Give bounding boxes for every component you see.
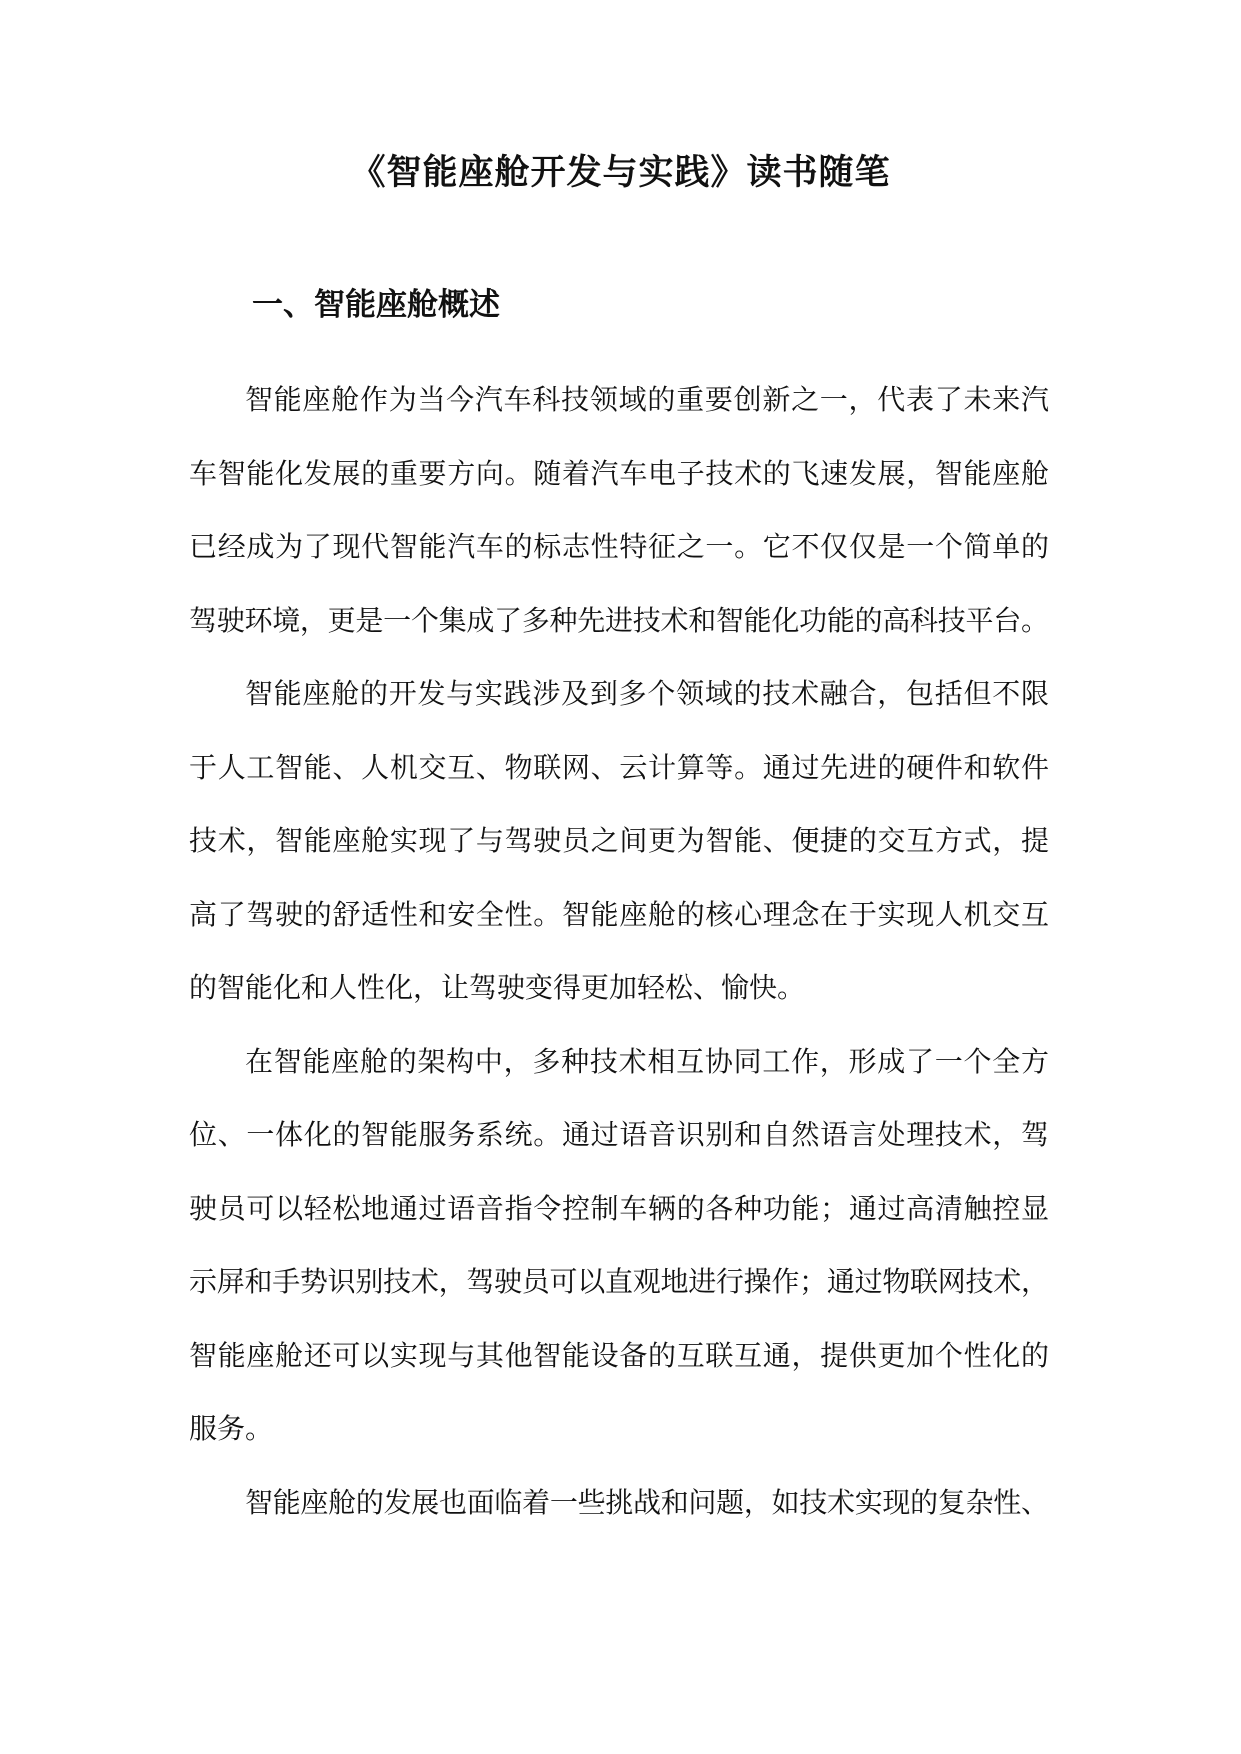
paragraph-line: 技术，智能座舱实现了与驾驶员之间更为智能、便捷的交互方式，提 xyxy=(189,824,1050,857)
paragraph-line: 的智能化和人性化，让驾驶变得更加轻松、愉快。 xyxy=(189,971,806,1004)
paragraph-line: 于人工智能、人机交互、物联网、云计算等。通过先进的硬件和软件 xyxy=(189,750,1050,784)
paragraph xyxy=(189,363,1049,657)
paragraph-line: 示屏和手势识别技术，驾驶员可以直观地进行操作；通过物联网技术， xyxy=(189,1265,1049,1298)
paragraph-line: 高了驾驶的舒适性和安全性。智能座舱的核心理念在于实现人机交互 xyxy=(189,897,1050,931)
paragraph-line: 已经成为了现代智能汽车的标志性特征之一。它不仅仅是一个简单的 xyxy=(189,530,1050,563)
paragraph-line: 驶员可以轻松地通过语音指令控制车辆的各种功能；通过高清触控显 xyxy=(189,1191,1050,1225)
document-title: 《智能座舱开发与实践》读书随笔 xyxy=(350,153,891,193)
section-heading: 一、智能座舱概述 xyxy=(252,287,500,323)
paragraph-line: 在智能座舱的架构中，多种技术相互协同工作，形成了一个全方 xyxy=(245,1044,1050,1078)
paragraph-line: 车智能化发展的重要方向。随着汽车电子技术的飞速发展，智能座舱 xyxy=(189,456,1050,490)
paragraph-line: 驾驶环境，更是一个集成了多种先进技术和智能化功能的高科技平台。 xyxy=(189,603,1049,637)
paragraph-line: 位、一体化的智能服务系统。通过语音识别和自然语言处理技术，驾 xyxy=(189,1118,1050,1151)
paragraph xyxy=(189,1025,1049,1466)
paragraph-line: 服务。 xyxy=(189,1412,274,1445)
paragraph xyxy=(189,657,1049,1025)
paragraph-line: 智能座舱的发展也面临着一些挑战和问题，如技术实现的复杂性、 xyxy=(245,1485,1049,1519)
paragraph-line: 智能座舱作为当今汽车科技领域的重要创新之一，代表了未来汽 xyxy=(245,383,1050,416)
body-text xyxy=(189,363,1049,1539)
paragraph xyxy=(189,1466,1049,1540)
paragraph-line: 智能座舱还可以实现与其他智能设备的互联互通，提供更加个性化的 xyxy=(189,1338,1050,1372)
paragraph-line: 智能座舱的开发与实践涉及到多个领域的技术融合，包括但不限 xyxy=(245,677,1050,710)
